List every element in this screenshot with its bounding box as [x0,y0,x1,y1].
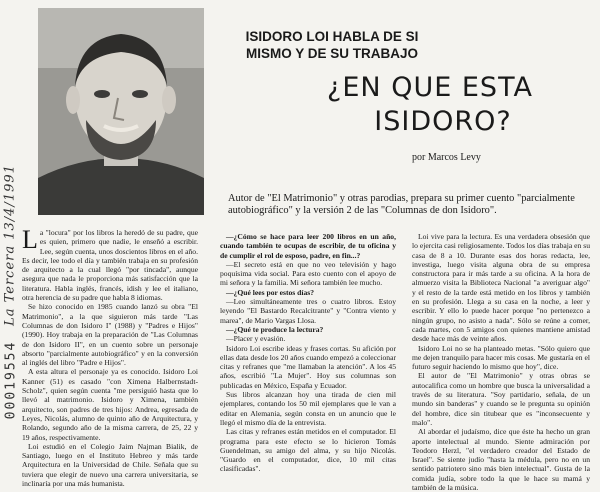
drop-cap: L [22,225,38,254]
author-photo [38,8,204,215]
paragraph: Loi vive para la lectura. Es una verdadera obsesión que lo ejercita casi religiosamente. Todos los días trabaja en su casa de 8 a 10. Durante esas dos horas redacta, lee, investiga, luego visita alguna obra de su empresa constructora para ir más tarde a su oficina. A la hora de almuerzo visita la Biblioteca Nacional "a averiguar algo" y el resto de la tarde está metido en los libros y también en su profesión. Llega a su casa en la noche, a leer y escribir. Y ello lo puede hacer porque "no pertenezco a ningún grupo, no asisto a nada". Sólo se reúne a comer, cada martes, con 5 amigos con quienes mantiene amistad desde hace más de veinte años. [412,232,590,344]
question: —¿Cómo se hace para leer 200 libros en un año, cuando también te ocupas de escribir, de tu oficina y de cumplir el rol de esposo, padre, en fin...? [220,232,396,260]
paragraph: Isidoro Loi no se ha planteado metas. "Sólo quiero que me dejen tranquilo para hacer mis cosas. Me gustaría en el futuro seguir haciendo lo mismo que hoy", dice. [412,343,590,372]
paragraph: Se hizo conocido en 1985 cuando lanzó su obra "El Matrimonio", a la que siguieron más tarde "Las Columnas de don Isidoro I" (1988) y "Padres e Hijos" (1990). Hoy trabaja en la preparación de "Las Columnas de don Isidoro II", en un cuento sobre un personaje absorto "parcialmente autobiográfico" y en la conversión al inglés del libro "Padre e Hijos". [22,302,198,368]
column-1 [22,225,198,489]
paragraph: Al abordar el judaísmo, dice que éste ha hecho un gran aporte intelectual al mundo. Siente admiración por Teodoro Herzl, "el verdadero creador del Estado de Israel". Se siente judío "hasta la médula, pero no en un sentido patriotero sino más bien intelectual". Gusta de la comida judía, sobre todo la que le hace su mamá y también de la música. [412,427,590,492]
question: —¿Qué te produce la lectura? [226,324,324,334]
byline: por Marcos Levy [412,152,481,163]
paragraph: A esta altura el personaje ya es conocido. Isidoro Loi Kanner (51) es casado "con Ximena Halbernstadt-Scholz", quien según cuenta "me persiguió hasta que lo llevó al matrimonio. Isidoro y Ximena, también arquitecto, son padres de tres hijos: Andrea, egresada de Leyes, Nicolás, alumno de quinto año de Arquitectura, y Rolando, segundo año de la misma carrera, de 25, 22 y 19 años, respectivamente. [22,367,198,442]
column-3 [412,232,590,492]
handwritten-catalog-number: 00019554 [3,340,19,420]
answer: —Leo simultáneamente tres o cuatro libros. Estoy leyendo "El Bastardo Recalcitrante" y "Contra viento y marea", de Mario Vargas Llosa. [220,297,396,325]
headline: ISIDORO LOI HABLA DE SI MISMO Y DE SU TRABAJO [245,29,419,61]
paragraph: Isidoro Loi escribe ideas y frases cortas. Su afición por ellas data desde los 20 años cuando empezó a coleccionar citas y refranes que "me llamaban la atención". A los 45 años, escribió "La Mujer". Hoy sus columnas son publicadas en México, España y Ecuador. [220,343,396,390]
paragraph-text: a "locura" por los libros la heredó de su padre, que es quien, primero que nadie, le enseñó a escribir. Lee, según cuenta, unos doscientos libros en el año. Es decir, lee todo el día y también trabaja en su profesión de arquitecto a la cual llegó "por tincada", aunque asegura que nada le proporciona más satisfacción que la literatura. Habla inglés, francés, idish y lee el italiano, otra herencia de su padre que habla 8 idiomas. [22,228,198,303]
paragraph: Sus libros alcanzan hoy una tirada de cien mil ejemplares, contando los 50 mil ejemplares que le van a editar en Alemania, según consta en un anuncio que le llegó el mismo día de la entrevista. [220,390,396,427]
question: —¿Qué lees por estos días? [226,287,315,297]
title-line-1: ¿EN QUE ESTA [327,72,533,103]
column-2 [220,232,396,474]
answer: —El secreto está en que no veo televisión y hago poquísima vida social. Para esto cuento con el apoyo de mi señora y la familia. Mi señora también lee mucho. [220,259,396,288]
intro-paragraph: Autor de "El Matrimonio" y otras parodias, prepara su primer cuento "parcialmente autobiográfico" y la versión 2 de las "Columnas de don Isidoro". [228,193,575,216]
paragraph: Las citas y refranes están metidos en el computador. El programa para este efecto se lo hicieron Tomás Guendelman, su amigo del alma, y su hijo Nicolás. "Guardo en el computador, dice, 10 mil citas clasificadas". [220,427,396,474]
paragraph: Loi estudió en el Colegio Jaim Najman Bialik, de Santiago, luego en el Instituto Hebreo y más tarde Arquitectura en la Universidad de Chile. Señala que su tuviera que elegir de nuevo una carrera universitaria, se inclinaría por una más humanista. [22,441,198,489]
answer: —Placer y evasión. [226,334,286,344]
title-line-2: ISIDORO? [374,106,512,137]
portrait-image [38,8,204,215]
paragraph: El autor de "El Matrimonio" y otras obras se autocalifica como un hombre que busca la universalidad a través de su literatura. "Soy partidario, señala, de un mundo sin banderas" y cuando se le pregunta su opinión del hombre, dice sin titubear que es "inconsecuente y malo". [412,371,590,427]
paragraph [22,225,198,303]
handwritten-source-note: La Tercera 13/4/1991 [2,164,18,326]
